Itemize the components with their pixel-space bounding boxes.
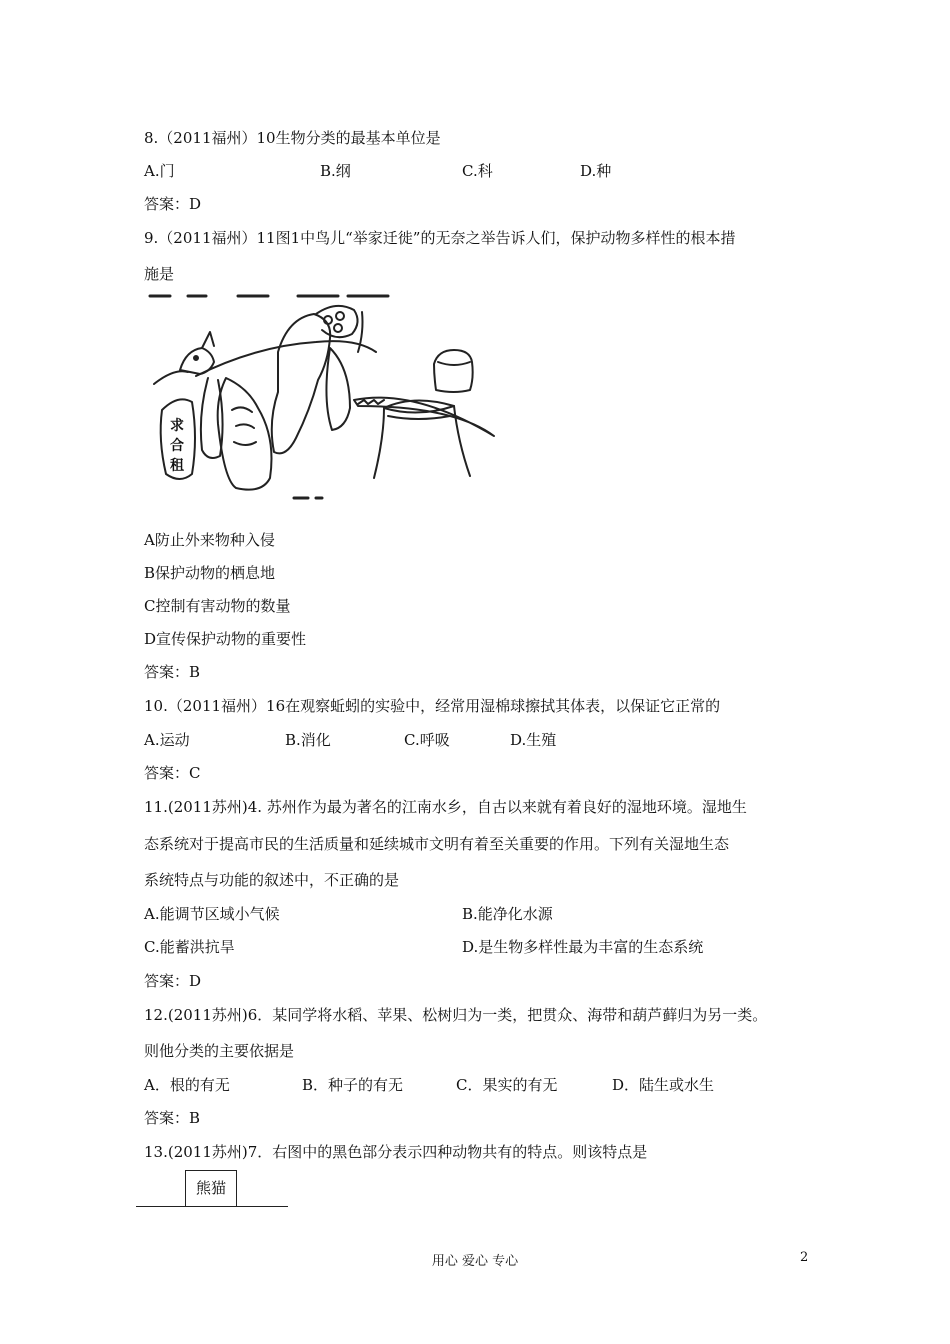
q11-stem-line1: 11.(2011苏州)4. 苏州作为最为著名的江南水乡，自古以来就有着良好的湿地环境。湿地生: [144, 798, 747, 816]
q11-stem-line2: 态系统对于提高市民的生活质量和延续城市文明有着至关重要的作用。下列有关湿地生态: [144, 835, 730, 853]
q9-answer: 答案：B: [144, 663, 201, 681]
sign-char-1: 求: [170, 418, 184, 434]
q9-option-c: C控制有害动物的数量: [144, 597, 291, 615]
q9-stem-line2: 施是: [144, 265, 175, 283]
q13-stem: 13.(2011苏州)7．右图中的黑色部分表示四种动物共有的特点。则该特点是: [144, 1143, 648, 1161]
q11-option-c: C.能蓄洪抗旱: [144, 938, 235, 956]
q10-option-d: D.生殖: [510, 731, 557, 749]
bird-migration-cartoon: [148, 292, 498, 504]
q10-stem: 10.（2011福州）16在观察蚯蚓的实验中，经常用湿棉球擦拭其体表，以保证它正常的: [144, 697, 721, 715]
q8-option-a: A.门: [144, 162, 175, 180]
page-footer: 用心 爱心 专心: [431, 1254, 519, 1269]
q11-answer: 答案：D: [144, 972, 202, 990]
q12-option-b: B．种子的有无: [302, 1076, 404, 1094]
q9-option-b: B保护动物的栖息地: [144, 564, 276, 582]
q10-answer: 答案：C: [144, 764, 201, 782]
cartoon-drawing: [148, 292, 498, 504]
q10-option-a: A.运动: [144, 731, 190, 749]
q11-option-b: B.能净化水源: [462, 905, 553, 923]
q8-answer: 答案：D: [144, 195, 202, 213]
q12-stem-line1: 12.(2011苏州)6．某同学将水稻、苹果、松树归为一类，把贯众、海带和葫芦藓归为另一类。: [144, 1006, 768, 1024]
q11-stem-line3: 系统特点与功能的叙述中，不正确的是: [144, 871, 400, 889]
q12-stem-line2: 则他分类的主要依据是: [144, 1042, 295, 1060]
q9-stem-line1: 9.（2011福州）11图1中鸟儿“举家迁徙”的无奈之举告诉人们，保护动物多样性的根本措: [144, 229, 736, 247]
q11-option-d: D.是生物多样性最为丰富的生态系统: [462, 938, 704, 956]
q11-option-a: A.能调节区域小气候: [144, 905, 280, 923]
panda-label-box: 熊猫: [185, 1170, 237, 1206]
q9-option-d: D宣传保护动物的重要性: [144, 630, 307, 648]
q9-option-a: A防止外来物种入侵: [144, 531, 275, 549]
q12-option-c: C．果实的有无: [456, 1076, 558, 1094]
q12-answer: 答案：B: [144, 1109, 201, 1127]
q10-option-b: B.消化: [285, 731, 331, 749]
diagram-baseline: [136, 1206, 288, 1207]
sign-char-3: 租: [170, 458, 184, 474]
page-number: 2: [800, 1250, 809, 1265]
q10-option-c: C.呼吸: [404, 731, 450, 749]
q8-option-b: B.纲: [320, 162, 351, 180]
q8-stem: 8.（2011福州）10生物分类的最基本单位是: [144, 129, 441, 147]
q12-option-a: A．根的有无: [144, 1076, 230, 1094]
q8-option-d: D.种: [580, 162, 612, 180]
q12-option-d: D．陆生或水生: [612, 1076, 715, 1094]
sign-char-2: 合: [170, 438, 184, 454]
q8-option-c: C.科: [462, 162, 493, 180]
